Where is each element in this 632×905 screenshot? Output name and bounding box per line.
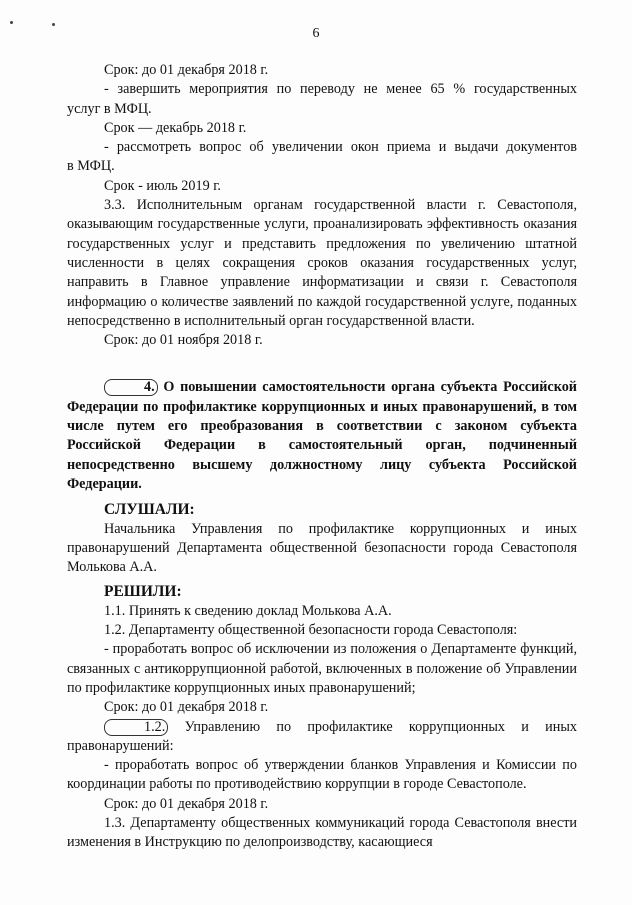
deadline-line: Срок: до 01 ноября 2018 г. bbox=[104, 332, 263, 349]
deadline-line: Срок - июль 2019 г. bbox=[104, 177, 221, 194]
decision-1-2-bis bbox=[67, 718, 577, 757]
decision-1-1: 1.1. Принять к сведению доклад Молькова А.А. bbox=[104, 602, 392, 619]
item-number: 1.2. bbox=[104, 719, 168, 736]
page-number: 6 bbox=[312, 26, 320, 41]
task-line-cont: услуг в МФЦ. bbox=[67, 100, 152, 117]
heard-heading: СЛУШАЛИ: bbox=[104, 501, 195, 519]
deadline-line: Срок: до 01 декабря 2018 г. bbox=[104, 62, 269, 78]
section-number: 4. bbox=[104, 379, 158, 396]
decision-1-2-bis-text: Управлению по профилактике коррупционных и иных правонарушений: bbox=[67, 718, 577, 754]
deadline-line: Срок: до 01 декабря 2018 г. bbox=[104, 795, 269, 812]
heard-text: Начальника Управления по профилактике коррупционных и иных правонарушений Департамента общественной безопасности города Севастополя Молькова А.А. bbox=[67, 520, 577, 576]
task-line: - завершить мероприятия по переводу не менее 65 % государственных bbox=[104, 81, 577, 98]
decision-1-2-bis-task: - проработать вопрос об утверждении бланков Управления и Комиссии по координации работы по противодействию коррупции в городе Севастополе. bbox=[67, 757, 577, 793]
deadline-line: Срок — декабрь 2018 г. bbox=[104, 119, 247, 136]
deadline-line: Срок: до 01 декабря 2018 г. bbox=[104, 699, 269, 716]
task-line-cont: в МФЦ. bbox=[67, 158, 115, 175]
decision-1-2: 1.2. Департаменту общественной безопасности города Севастополя: bbox=[104, 622, 518, 639]
document-body bbox=[67, 61, 577, 853]
task-line: - рассмотреть вопрос об увеличении окон приема и выдачи документов bbox=[104, 139, 577, 156]
section-4-title bbox=[67, 378, 577, 494]
decision-1-2-task: - проработать вопрос об исключении из положения о Департаменте функций, связанных с антикоррупционной работой, включенных в положение об Управлении по профилактике коррупционных иных правонарушений; bbox=[67, 641, 577, 696]
paragraph-3-3: 3.3. Исполнительным органам государственной власти г. Севастополя, оказывающим государственные услуги, проанализировать эффективность оказания государственных услуг и представить предложения по увеличению штатной численности в целях сокращения сроков оказания государственных услуг, направить в Главное управление информатизации и связи г. Севастополя информацию о количестве заявлений по каждой государственной услуге, поданных непосредственно в исполнительный орган государственной власти. bbox=[67, 197, 577, 329]
decided-heading: РЕШИЛИ: bbox=[104, 583, 182, 601]
decision-1-3: 1.3. Департаменту общественных коммуникаций города Севастополя внести изменения в Инструкцию по делопроизводству, касающиеся bbox=[67, 814, 577, 851]
section-4-text: О повышении самостоятельности органа субъекта Российской Федерации по профилактике коррупционных и иных правонарушений, в том числе путем его преобразования в соответствии с законом субъекта Российской Федерации в самостоятельный орган, подчиненный непосредственно высшему должностному лицу субъекта Российской Федерации. bbox=[67, 379, 577, 492]
